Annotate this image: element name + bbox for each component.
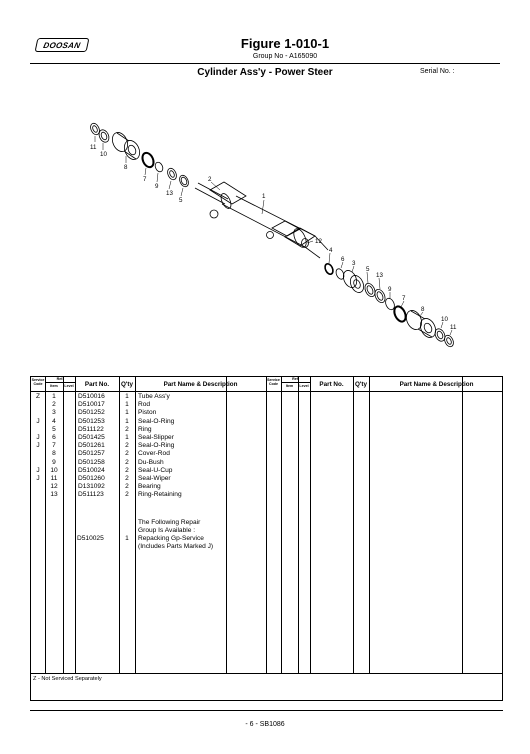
- table-cell-part_no: D501253: [78, 417, 105, 425]
- table-cell-part_no: D501425: [78, 434, 105, 441]
- table-cell-code: J: [36, 442, 40, 450]
- table-cell-desc: Seal-Wiper: [138, 475, 171, 482]
- callout-8-right: 8: [421, 306, 425, 313]
- part-3-piston: [341, 268, 366, 294]
- footer-divider: [30, 710, 503, 711]
- table-cell-item: 10: [50, 466, 58, 474]
- page-footer: - 6 - SB1086: [245, 721, 285, 728]
- repair-part-no: D510025: [77, 535, 104, 542]
- callout-8-left: 8: [124, 164, 128, 171]
- table-cell-qty: 1: [125, 434, 129, 441]
- header-ref-right: Ref.: [292, 377, 299, 381]
- callout-10-left: 10: [100, 151, 107, 158]
- table-cell-qty: 2: [125, 450, 129, 458]
- callout-12: 12: [315, 238, 322, 245]
- table-cell-desc: Seal-Slipper: [138, 434, 174, 441]
- table-cell-item: 5: [52, 425, 56, 433]
- table-cell-desc: Seal-O-Ring: [138, 417, 175, 425]
- header-service-code-right: Service Code: [267, 378, 280, 386]
- part-title: Cylinder Ass'y - Power Steer: [197, 67, 333, 78]
- callout-11-left: 11: [90, 144, 97, 151]
- serial-label: Serial No. :: [420, 68, 455, 75]
- group-number: Group No - A165090: [252, 53, 318, 60]
- table-cell-qty: 1: [125, 401, 129, 409]
- callout-9-left: 9: [155, 183, 159, 190]
- table-cell-part_no: D501252: [78, 409, 105, 417]
- header-qty: Q'ty: [121, 381, 133, 388]
- table-cell-part_no: D510017: [78, 401, 105, 409]
- callout-3: 3: [352, 260, 356, 267]
- exploded-view-drawing: [0, 0, 530, 376]
- part-1-tube: [210, 182, 328, 258]
- header-description: Part Name & Description: [163, 381, 238, 388]
- table-cell-qty: 2: [125, 458, 129, 466]
- callout-1: 1: [262, 193, 266, 200]
- table-cell-item: 1: [52, 393, 56, 400]
- callout-9-right: 9: [388, 286, 392, 293]
- table-cell-desc: Tube Ass'y: [138, 393, 170, 400]
- header-description-right: Part Name & Description: [399, 381, 474, 388]
- table-cell-qty: 2: [125, 491, 129, 499]
- callout-2: 2: [208, 176, 212, 183]
- parts-table: [30, 376, 503, 701]
- table-cell-qty: 2: [125, 466, 129, 474]
- table-cell-desc: Cover-Rod: [138, 450, 170, 458]
- header-level: Level: [64, 384, 74, 388]
- table-cell-part_no: D501260: [78, 475, 105, 482]
- header-part-no-right: Part No.: [319, 381, 344, 388]
- table-cell-item: 4: [52, 417, 56, 425]
- table-cell-qty: 1: [125, 409, 129, 417]
- table-cell-desc: Rod: [138, 401, 151, 409]
- table-cell-qty: 2: [125, 483, 129, 491]
- table-cell-part_no: D131092: [78, 483, 105, 491]
- table-cell-code: J: [36, 434, 40, 441]
- repair-intro-line-2: Group Is Available :: [138, 527, 196, 534]
- callout-7-right: 7: [402, 295, 406, 302]
- header-item: Item: [50, 384, 58, 388]
- repair-qty: 1: [125, 535, 129, 542]
- table-cell-desc: Bearing: [138, 483, 161, 491]
- callout-5-left: 5: [179, 197, 183, 204]
- table-cell-part_no: D511122: [78, 425, 104, 433]
- part-13-left: [166, 167, 178, 181]
- table-cell-qty: 2: [125, 425, 129, 433]
- table-cell-qty: 2: [125, 442, 129, 450]
- callout-6: 6: [341, 256, 345, 263]
- table-cell-qty: 1: [125, 393, 129, 400]
- callout-11-right: 11: [450, 324, 457, 331]
- table-cell-item: 8: [52, 450, 56, 458]
- table-cell-qty: 1: [125, 417, 129, 425]
- table-cell-item: 11: [50, 475, 58, 482]
- table-cell-item: 2: [52, 401, 56, 409]
- table-cell-item: 9: [52, 458, 56, 466]
- table-cell-desc: Piston: [138, 409, 157, 417]
- figure-title: Figure 1-010-1: [240, 36, 330, 51]
- table-cell-part_no: D510016: [78, 393, 105, 400]
- table-cell-code: Z: [35, 393, 41, 400]
- table-cell-part_no: D501261: [78, 442, 105, 450]
- callout-5-right: 5: [366, 266, 370, 273]
- callout-4: 4: [329, 247, 333, 254]
- table-cell-part_no: D501258: [78, 458, 105, 466]
- repair-desc-line-1: Repacking Gp-Service: [138, 535, 204, 542]
- header-qty-right: Q'ty: [355, 381, 367, 388]
- part-5-left: [178, 174, 190, 188]
- part-7-right: [392, 305, 408, 324]
- callout-7-left: 7: [143, 176, 147, 183]
- table-cell-item: 7: [52, 442, 56, 450]
- table-cell-desc: Ring-Retaining: [138, 491, 182, 499]
- table-cell-code: J: [36, 417, 40, 425]
- repair-desc-line-2: (Includes Parts Marked J): [138, 543, 214, 550]
- table-cell-desc: Seal-O-Ring: [138, 442, 175, 450]
- header-item-right: Item: [285, 384, 294, 388]
- table-cell-part_no: D510024: [78, 466, 105, 474]
- header-ref: Ref.: [56, 377, 64, 381]
- part-9-left: [154, 161, 165, 173]
- table-cell-desc: Du-Bush: [138, 458, 164, 466]
- table-cell-item: 6: [52, 434, 56, 441]
- header-service-code: Service Code: [31, 378, 45, 386]
- table-cell-code: J: [36, 466, 40, 474]
- table-cell-part_no: D501257: [78, 450, 105, 458]
- table-cell-qty: 2: [125, 475, 129, 482]
- doosan-logo: DOOSAN: [35, 38, 90, 52]
- table-cell-item: 12: [50, 483, 58, 491]
- repair-intro-line-1: The Following Repair: [138, 519, 201, 526]
- header-level-right: Level: [299, 384, 309, 388]
- table-cell-code: J: [36, 475, 40, 482]
- table-cell-item: 3: [52, 409, 56, 417]
- footnote: Z - Not Serviced Separately: [33, 676, 102, 682]
- table-cell-item: 13: [50, 491, 58, 499]
- header-part-no: Part No.: [84, 381, 110, 388]
- table-cell-part_no: D511123: [78, 491, 104, 499]
- callout-13-left: 13: [166, 190, 173, 197]
- callout-13-right: 13: [376, 272, 383, 279]
- part-7-left: [140, 151, 155, 169]
- part-4: [324, 263, 335, 276]
- table-cell-desc: Seal-U-Cup: [138, 466, 173, 474]
- callout-10-right: 10: [441, 316, 448, 323]
- table-cell-desc: Ring: [138, 425, 152, 433]
